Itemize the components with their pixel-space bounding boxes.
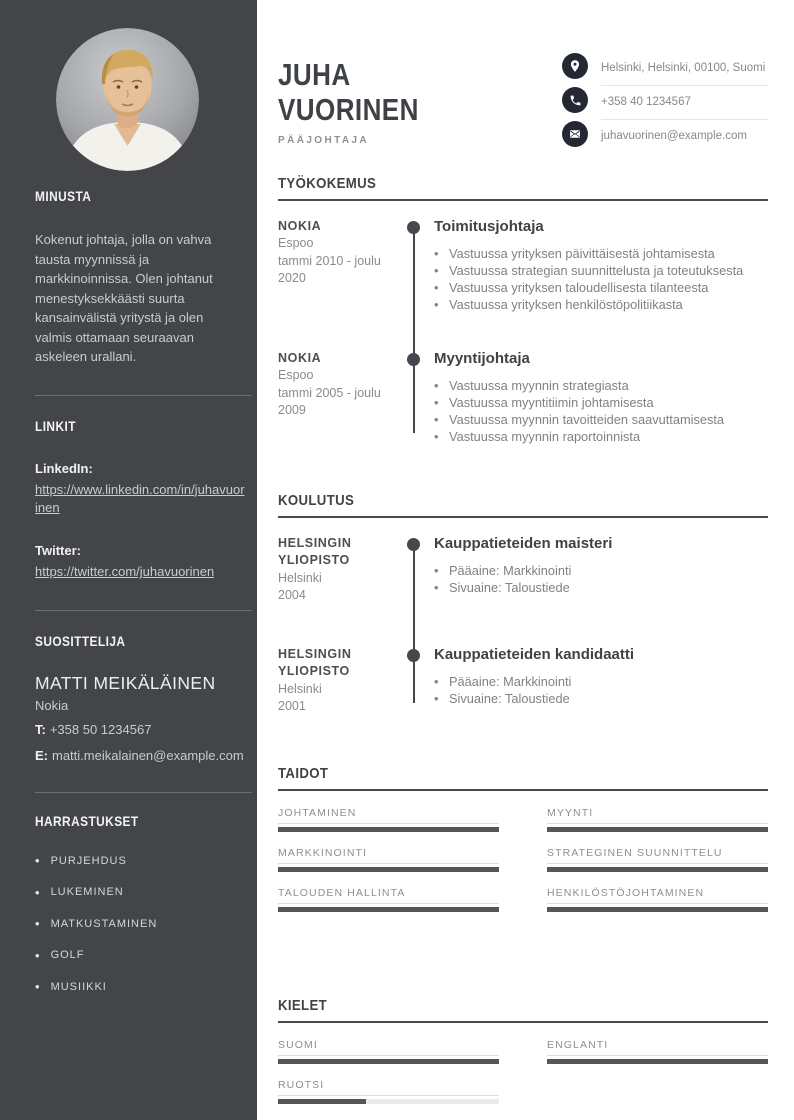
timeline-cell — [398, 350, 434, 445]
reference-email-value: matti.meikalainen@example.com — [52, 747, 244, 763]
education-bullet: • Sivuaine: Taloustiede — [434, 690, 768, 707]
company-name: NOKIA — [278, 219, 322, 233]
language-bar — [278, 1099, 499, 1104]
timeline-dot — [407, 538, 420, 551]
email-icon — [562, 121, 588, 147]
degree-title: Kauppatieteiden maisteri — [434, 535, 613, 553]
skill-bar-fill — [278, 907, 499, 912]
skill-bar — [278, 907, 499, 912]
skill-bar-fill — [547, 827, 768, 832]
language-item — [278, 1039, 499, 1064]
timeline-dot — [407, 353, 420, 366]
sidebar — [0, 0, 257, 1120]
hobbies-heading: HARRASTUKSET — [35, 813, 139, 830]
company-location: Espoo — [278, 236, 314, 251]
timeline-dot — [407, 649, 420, 662]
experience-bullet: • Vastuussa yrityksen taloudellisesta tilanteesta — [434, 279, 768, 296]
skill-label: HENKILÖSTÖJOHTAMINEN — [547, 887, 705, 900]
experience-entry-meta — [278, 350, 398, 445]
contact-phone-text: +358 40 1234567 — [601, 96, 691, 108]
experience-bullet: • Vastuussa myynnin strategiasta — [434, 377, 768, 394]
reference-company: Nokia — [35, 698, 69, 714]
education-bullet: • Pääaine: Markkinointi — [434, 673, 768, 690]
reference-phone-label: T: — [35, 722, 46, 738]
timeline-cell — [398, 535, 434, 604]
contact-email-wrap — [601, 120, 768, 153]
education-bullets — [434, 673, 768, 707]
skill-divider — [278, 903, 499, 904]
education-bullet: • Sivuaine: Taloustiede — [434, 579, 768, 596]
skills-grid — [278, 807, 768, 927]
experience-entry-body — [434, 218, 768, 313]
profile-photo — [56, 28, 199, 171]
linkedin-url-link[interactable]: https://www.linkedin.com/in/juhavuorinen — [35, 481, 245, 516]
skills-section — [278, 765, 768, 927]
about-text: Kokenut johtaja, jolla on vahva tausta myynnissä ja markkinoinnissa. Olen johtanut menestyksekkäästi suurta kansainvälistä yritystä ja olen valmis ottamaan seuraavan askeleen urallani. — [35, 232, 213, 364]
skill-bar — [278, 827, 499, 832]
skill-bar — [547, 907, 768, 912]
first-name: JUHA — [278, 57, 351, 92]
section-rule — [278, 1021, 768, 1023]
contact-location-text: Helsinki, Helsinki, 00100, Suomi — [601, 62, 766, 74]
skill-divider — [547, 903, 768, 904]
languages-grid — [278, 1039, 768, 1119]
skill-bar-fill — [547, 867, 768, 872]
contact-row-location — [562, 52, 768, 86]
reference-heading: SUOSITTELIJA — [35, 633, 126, 650]
education-year: 2004 — [278, 587, 306, 602]
education-bullets — [434, 562, 768, 596]
skills-heading: TAIDOT — [278, 765, 329, 783]
experience-bullet: • Vastuussa myynnin raportoinnista — [434, 428, 768, 445]
hobby-item: • MUSIIKKI — [35, 979, 252, 994]
name-block — [278, 52, 446, 153]
skill-divider — [278, 863, 499, 864]
skill-label: MARKKINOINTI — [278, 847, 368, 860]
contact-block — [562, 52, 768, 153]
experience-bullet: • Vastuussa myynnin tavoitteiden saavuttamisesta — [434, 411, 768, 428]
skill-label: TALOUDEN HALLINTA — [278, 887, 406, 900]
school-name: HELSINGIN YLIOPISTO — [278, 536, 352, 568]
reference-phone-value: +358 50 1234567 — [49, 722, 152, 738]
school-name: HELSINGIN YLIOPISTO — [278, 647, 352, 679]
skill-item — [547, 807, 768, 832]
skill-divider — [547, 863, 768, 864]
experience-entry — [278, 218, 768, 313]
reference-email-label: E: — [35, 747, 48, 763]
language-item — [278, 1079, 499, 1104]
hobby-item: • PURJEHDUS — [35, 853, 252, 868]
skill-divider — [278, 823, 499, 824]
education-entry-body — [434, 646, 768, 715]
twitter-label: Twitter: — [35, 543, 81, 559]
school-location: Helsinki — [278, 570, 322, 585]
skill-bar — [278, 867, 499, 872]
education-entry-meta — [278, 646, 398, 715]
language-item — [547, 1039, 768, 1064]
twitter-link-item — [35, 542, 252, 582]
language-bar-fill — [278, 1099, 366, 1104]
education-entry — [278, 535, 768, 604]
skill-bar-fill — [547, 907, 768, 912]
hobby-item: • GOLF — [35, 948, 252, 963]
contact-email-text: juhavuorinen@example.com — [601, 130, 747, 142]
experience-bullet: • Vastuussa strategian suunnittelusta ja toteutuksesta — [434, 262, 768, 279]
skill-label: JOHTAMINEN — [278, 807, 357, 820]
language-bar-fill — [547, 1059, 768, 1064]
experience-entry-meta — [278, 218, 398, 313]
hobbies-section — [35, 793, 252, 994]
section-rule — [278, 516, 768, 518]
reference-name: MATTI MEIKÄLÄINEN — [35, 673, 216, 694]
reference-email-row — [35, 747, 252, 765]
experience-entry-body — [434, 350, 768, 445]
header — [278, 52, 768, 153]
timeline-cell — [398, 646, 434, 715]
skill-label: STRATEGINEN SUUNNITTELU — [547, 847, 723, 860]
language-divider — [278, 1055, 499, 1056]
links-heading: LINKIT — [35, 417, 76, 434]
about-section — [35, 171, 252, 367]
experience-dates: tammi 2010 - joulu 2020 — [278, 253, 381, 285]
reference-phone-row — [35, 721, 252, 739]
language-label: RUOTSI — [278, 1079, 325, 1092]
skill-item — [278, 847, 499, 872]
education-heading: KOULUTUS — [278, 492, 355, 510]
education-year: 2001 — [278, 698, 306, 713]
degree-title: Kauppatieteiden kandidaatti — [434, 646, 635, 664]
experience-bullet: • Vastuussa yrityksen henkilöstöpolitiikasta — [434, 296, 768, 313]
skill-item — [278, 807, 499, 832]
section-rule — [278, 789, 768, 791]
contact-row-phone — [562, 86, 768, 120]
language-bar — [547, 1059, 768, 1064]
links-section — [35, 396, 252, 583]
school-location: Helsinki — [278, 681, 322, 696]
education-entries — [278, 535, 768, 715]
experience-dates: tammi 2005 - joulu 2009 — [278, 385, 381, 417]
timeline-dot — [407, 221, 420, 234]
education-bullet: • Pääaine: Markkinointi — [434, 562, 768, 579]
last-name: VUORINEN — [278, 91, 419, 127]
skill-item — [278, 887, 499, 912]
language-divider — [547, 1055, 768, 1056]
skill-divider — [547, 823, 768, 824]
language-label: ENGLANTI — [547, 1039, 609, 1052]
skill-label: MYYNTI — [547, 807, 594, 820]
experience-bullets — [434, 245, 768, 313]
skill-item — [547, 887, 768, 912]
about-heading: MINUSTA — [35, 188, 92, 204]
phone-icon — [562, 87, 588, 113]
education-entry-meta — [278, 535, 398, 604]
languages-section — [278, 997, 768, 1119]
hobby-item: • MATKUSTAMINEN — [35, 916, 252, 931]
reference-section — [35, 611, 252, 764]
hobbies-list — [35, 853, 252, 994]
company-location: Espoo — [278, 368, 314, 383]
education-entry — [278, 646, 768, 715]
experience-heading: TYÖKOKEMUS — [278, 175, 377, 192]
contact-phone-wrap — [601, 86, 768, 120]
twitter-url-link[interactable]: https://twitter.com/juhavuorinen — [35, 564, 215, 580]
experience-bullet: • Vastuussa yrityksen päivittäisestä johtamisesta — [434, 245, 768, 262]
company-name: NOKIA — [278, 351, 322, 366]
experience-entries — [278, 218, 768, 445]
skill-bar-fill — [278, 827, 499, 832]
hobby-item: • LUKEMINEN — [35, 885, 252, 900]
language-bar — [278, 1059, 499, 1064]
section-rule — [278, 199, 768, 201]
experience-section — [278, 175, 768, 445]
linkedin-link-item — [35, 460, 252, 519]
education-section — [278, 492, 768, 715]
experience-bullet: • Vastuussa myyntitiimin johtamisesta — [434, 394, 768, 411]
job-title: PÄÄJOHTAJA — [278, 135, 370, 147]
language-label: SUOMI — [278, 1039, 318, 1052]
profile-photo-image — [56, 28, 199, 171]
skill-bar — [547, 827, 768, 832]
skill-item — [547, 847, 768, 872]
experience-entry — [278, 350, 768, 445]
position-title: Toimitusjohtaja — [434, 218, 544, 235]
main-content — [257, 0, 794, 1120]
contact-row-email — [562, 120, 768, 153]
linkedin-label: LinkedIn: — [35, 460, 93, 476]
contact-location-wrap — [601, 52, 768, 86]
position-title: Myyntijohtaja — [434, 350, 530, 368]
skill-bar — [547, 867, 768, 872]
language-divider — [278, 1095, 499, 1096]
languages-heading: KIELET — [278, 997, 328, 1015]
language-bar-fill — [278, 1059, 499, 1064]
skill-bar-fill — [278, 867, 499, 872]
education-entry-body — [434, 535, 768, 604]
experience-bullets — [434, 377, 768, 445]
timeline-cell — [398, 218, 434, 313]
location-pin-icon — [562, 53, 588, 79]
